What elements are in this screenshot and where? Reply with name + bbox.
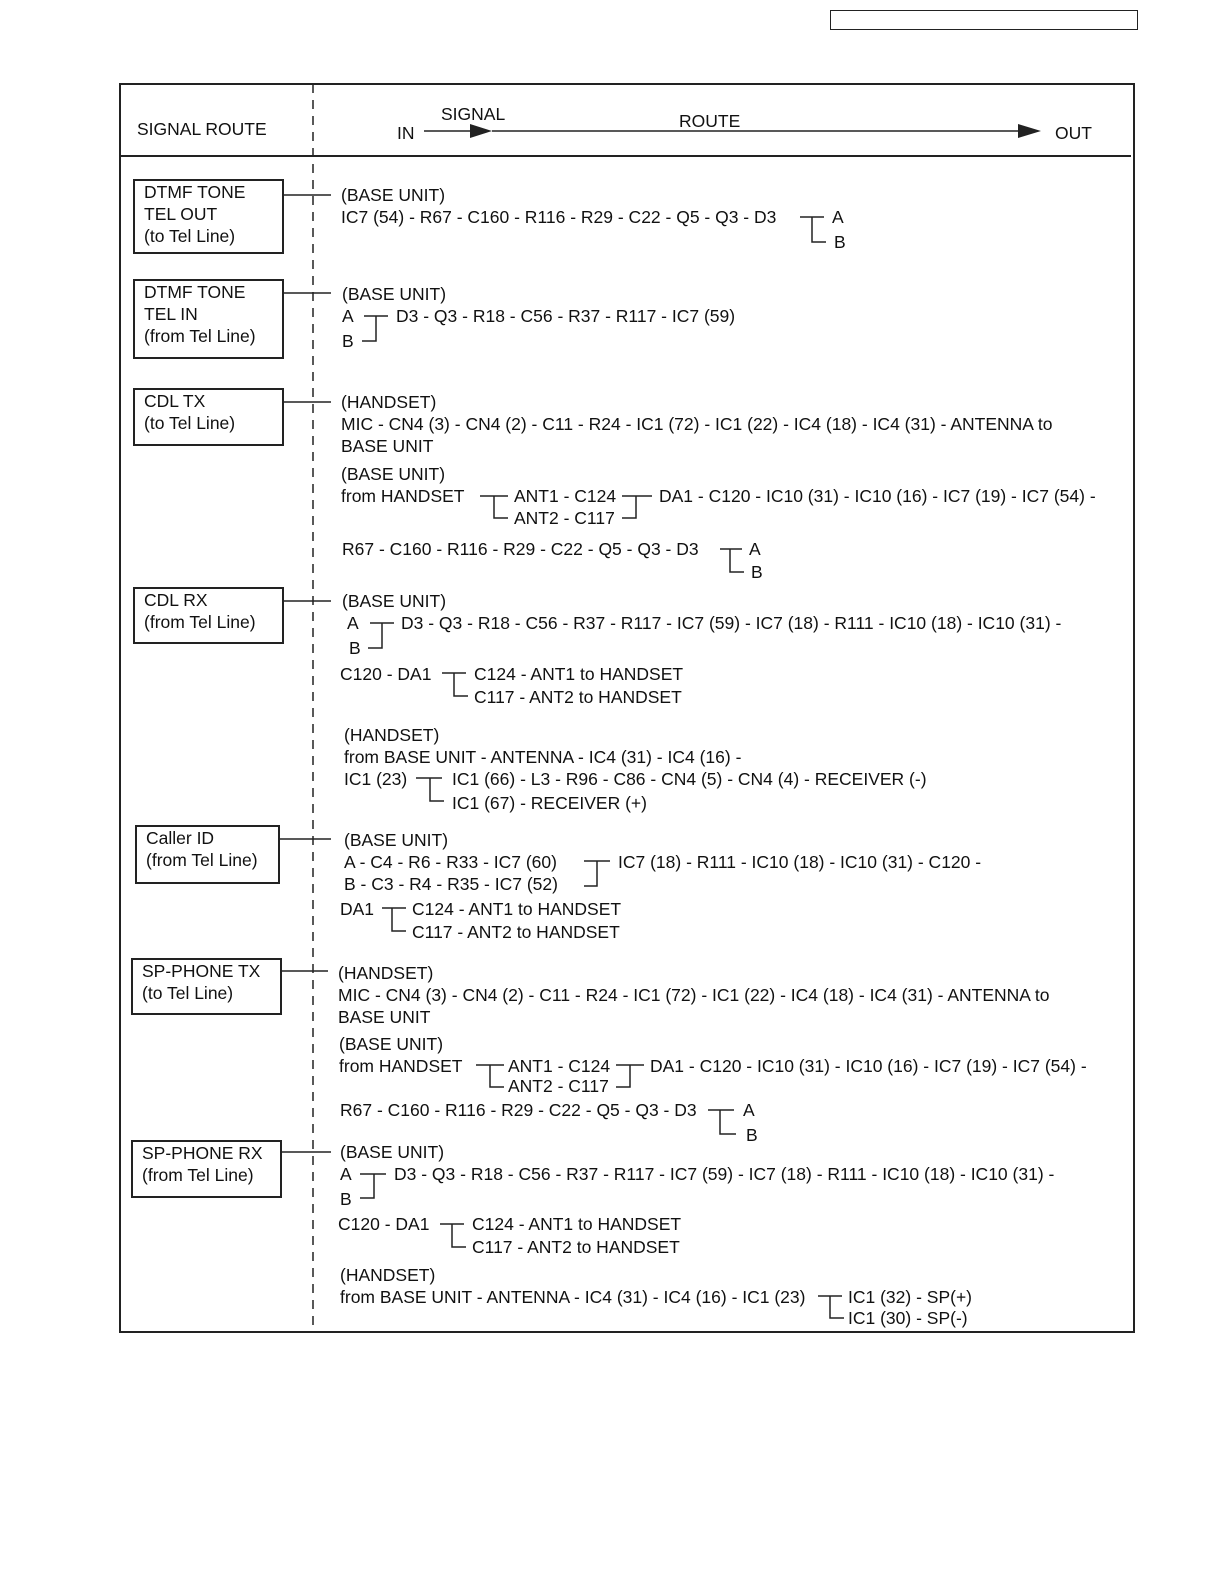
route-line: from HANDSET [341,486,465,506]
branch-label: C124 - ANT1 to HANDSET [472,1214,682,1234]
header-signal-route: SIGNAL ROUTE [137,119,267,139]
route-line: BASE UNIT [338,1007,431,1027]
route-line: MIC - CN4 (3) - CN4 (2) - C11 - R24 - IC1 (72) - IC1 (22) - IC4 (18) - IC4 (31) - ANTENNA to [338,985,1050,1005]
route-line: D3 - Q3 - R18 - C56 - R37 - R117 - IC7 (59) - IC7 (18) - R111 - IC10 (18) - IC10 (31) - [401,613,1062,633]
branch-label: C124 - ANT1 to HANDSET [412,899,622,919]
branch-label: A [342,306,354,326]
route-line: DA1 - C120 - IC10 (31) - IC10 (16) - IC7 (19) - IC7 (54) - [650,1056,1087,1076]
unit-heading: (HANDSET) [338,963,434,983]
label-line: (to Tel Line) [144,413,236,433]
branch-label: A [749,539,761,559]
unit-heading: (BASE UNIT) [340,1142,445,1162]
branch-sp-tx-split [476,1065,504,1087]
route-line: IC7 (18) - R111 - IC10 (18) - IC10 (31) - C120 - [618,852,982,872]
route-line: B - C3 - R4 - R35 - IC7 (52) [344,874,558,894]
branch-label: B [340,1189,352,1209]
signal-arrow-head [470,124,492,138]
branch-label: B [834,232,846,252]
route-line: R67 - C160 - R116 - R29 - C22 - Q5 - Q3 - D3 [342,539,699,559]
header-signal: SIGNAL [441,104,506,124]
branch-label: A [832,207,844,227]
unit-heading: (BASE UNIT) [341,185,446,205]
branch-dtmf-out [800,217,826,242]
label-line: TEL OUT [144,204,218,224]
branch-label: ANT2 - C117 [508,1076,609,1096]
branch-cdl-rx-out [442,673,468,696]
branch-sp-rx-handset [818,1296,844,1318]
branch-label: C117 - ANT2 to HANDSET [474,687,682,707]
branch-dtmf-in [362,316,388,341]
unit-heading: (BASE UNIT) [342,284,447,304]
route-line: R67 - C160 - R116 - R29 - C22 - Q5 - Q3 - D3 [340,1100,697,1120]
branch-caller-id-join [584,861,610,886]
unit-heading: (BASE UNIT) [344,830,449,850]
label-line: SP-PHONE RX [142,1143,263,1163]
branch-sp-rx-out [440,1224,466,1247]
label-line: DTMF TONE [144,282,246,302]
branch-label: IC1 (30) - SP(-) [848,1308,968,1328]
branch-label: A [743,1100,755,1120]
branch-cdl-rx-handset [416,778,444,801]
label-line: Caller ID [146,828,215,848]
route-line: BASE UNIT [341,436,434,456]
unit-heading: (HANDSET) [341,392,437,412]
label-line: SP-PHONE TX [142,961,261,981]
route-line: C120 - DA1 [338,1214,430,1234]
branch-label: B [342,331,354,351]
branch-cdl-tx-split [480,496,508,518]
label-line: (to Tel Line) [144,226,236,246]
unit-heading: (BASE UNIT) [341,464,446,484]
route-line: from BASE UNIT - ANTENNA - IC4 (31) - IC4 (16) - IC1 (23) [340,1287,806,1307]
branch-label: ANT2 - C117 [514,508,615,528]
route-line: C120 - DA1 [340,664,432,684]
branch-cdl-tx-join [622,496,652,518]
branch-label: C117 - ANT2 to HANDSET [412,922,620,942]
label-line: DTMF TONE [144,182,246,202]
label-line: (from Tel Line) [144,612,256,632]
branch-sp-tx-join [616,1065,644,1087]
label-line: (from Tel Line) [142,1165,254,1185]
label-line: CDL TX [144,391,206,411]
unit-heading: (HANDSET) [344,725,440,745]
label-sp-phone-rx [131,1140,282,1198]
branch-label: C124 - ANT1 to HANDSET [474,664,684,684]
route-line: D3 - Q3 - R18 - C56 - R37 - R117 - IC7 (59) - IC7 (18) - R111 - IC10 (18) - IC10 (31) - [394,1164,1055,1184]
header-route: ROUTE [679,111,741,131]
branch-sp-tx-ab [708,1110,736,1134]
header-in: IN [397,123,415,143]
label-caller-id [135,825,280,884]
branch-label: A [340,1164,352,1184]
route-line: DA1 - C120 - IC10 (31) - IC10 (16) - IC7 (19) - IC7 (54) - [659,486,1096,506]
label-line: TEL IN [144,304,198,324]
label-cdl-rx [133,587,284,644]
route-line: MIC - CN4 (3) - CN4 (2) - C11 - R24 - IC1 (72) - IC1 (22) - IC4 (18) - IC4 (31) - ANTENNA to [341,414,1053,434]
branch-cdl-rx-in [368,623,394,648]
label-line: (from Tel Line) [144,326,256,346]
branch-cdl-tx-ab [720,549,744,572]
unit-heading: (HANDSET) [340,1265,436,1285]
route-line: from BASE UNIT - ANTENNA - IC4 (31) - IC4 (16) - [344,747,742,767]
branch-label: B [746,1125,758,1145]
route-line: DA1 [340,899,375,919]
unit-heading: (BASE UNIT) [339,1034,444,1054]
unit-heading: (BASE UNIT) [342,591,447,611]
branch-sp-rx-in [360,1174,386,1198]
route-line: IC1 (23) [344,769,408,789]
route-arrow-head [1018,124,1041,138]
branch-label: C117 - ANT2 to HANDSET [472,1237,680,1257]
route-line: from HANDSET [339,1056,463,1076]
branch-label: A [347,613,359,633]
branch-label: B [349,638,361,658]
branch-label: IC1 (67) - RECEIVER (+) [452,793,647,813]
label-sp-phone-tx [131,958,282,1015]
branch-label: IC1 (66) - L3 - R96 - C86 - CN4 (5) - CN4 (4) - RECEIVER (-) [452,769,927,789]
header-out: OUT [1055,123,1092,143]
label-line: CDL RX [144,590,208,610]
branch-label: ANT1 - C124 [508,1056,611,1076]
label-cdl-tx [133,388,284,446]
route-line: A - C4 - R6 - R33 - IC7 (60) [344,852,557,872]
branch-label: B [751,562,763,582]
label-line: (from Tel Line) [146,850,258,870]
label-line: (to Tel Line) [142,983,234,1003]
branch-caller-id-out [382,908,406,931]
branch-label: ANT1 - C124 [514,486,617,506]
route-line: IC7 (54) - R67 - C160 - R116 - R29 - C22 - Q5 - Q3 - D3 [341,207,777,227]
label-dtmf-tone-tel-out [133,179,284,254]
branch-label: IC1 (32) - SP(+) [848,1287,972,1307]
route-line: D3 - Q3 - R18 - C56 - R37 - R117 - IC7 (59) [396,306,736,326]
label-dtmf-tone-tel-in [133,279,284,359]
